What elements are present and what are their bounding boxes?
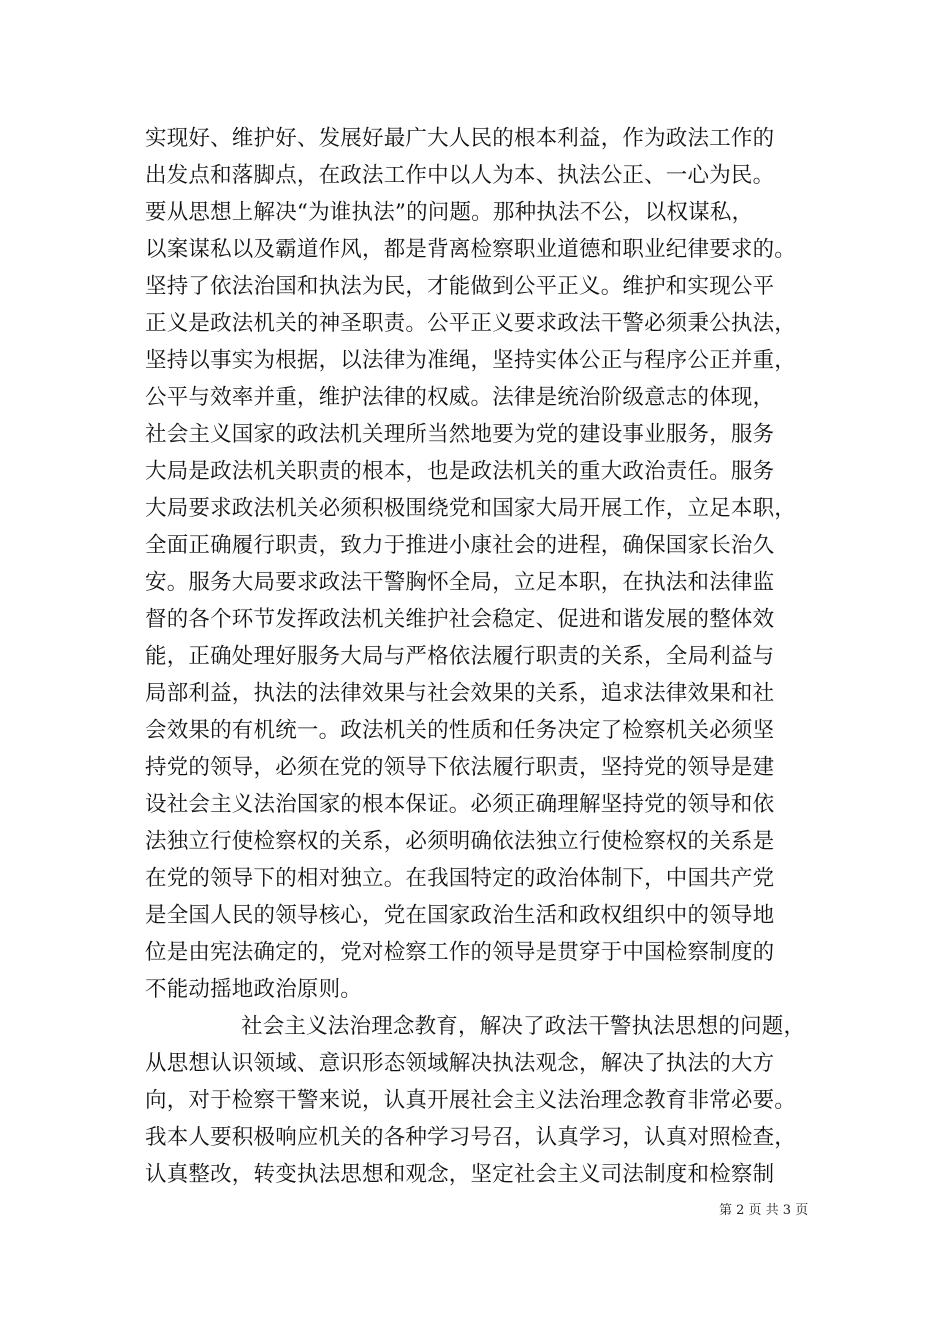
text-line: 督的各个环节发挥政法机关维护社会稳定、促进和谐发展的整体效 xyxy=(145,607,775,632)
text-line: 社会主义国家的政法机关理所当然地要为党的建设事业服务，服务 xyxy=(145,422,775,447)
text-line: 公平与效率并重，维护法律的权威。法律是统治阶级意志的体现， xyxy=(145,385,775,410)
text-line: 实现好、维护好、发展好最广大人民的根本利益，作为政法工作的 xyxy=(145,126,775,151)
text-line: 要从思想上解决“为谁执法”的问题。那种执法不公，以权谋私， xyxy=(145,200,754,225)
text-line: 出发点和落脚点，在政法工作中以人为本、执法公正、一心为民。 xyxy=(145,163,775,188)
text-line: 坚持了依法治国和执法为民，才能做到公平正义。维护和实现公平 xyxy=(145,274,775,299)
page-number-footer: 第 2 页 共 3 页 xyxy=(719,1203,809,1218)
text-line: 大局要求政法机关必须积极围绕党和国家大局开展工作，立足本职， xyxy=(145,496,797,521)
text-line: 认真整改，转变执法思想和观念，坚定社会主义司法制度和检察制 xyxy=(145,1162,775,1187)
text-line: 设社会主义法治国家的根本保证。必须正确理解坚持党的领导和依 xyxy=(145,792,775,817)
text-line: 全面正确履行职责，致力于推进小康社会的进程，确保国家长治久 xyxy=(145,533,775,558)
text-line: 以案谋私以及霸道作风，都是背离检察职业道德和职业纪律要求的。 xyxy=(145,237,797,262)
text-line: 能，正确处理好服务大局与严格依法履行职责的关系，全局利益与 xyxy=(145,644,775,669)
text-line: 会效果的有机统一。政法机关的性质和任务决定了检察机关必须坚 xyxy=(145,718,775,743)
text-line: 持党的领导，必须在党的领导下依法履行职责，坚持党的领导是建 xyxy=(145,755,775,780)
text-line: 从思想认识领域、意识形态领域解决执法观念，解决了执法的大方 xyxy=(145,1051,775,1076)
paragraph-start-line: 社会主义法治理念教育，解决了政法干警执法思想的问题， xyxy=(241,1014,806,1039)
text-line: 正义是政法机关的神圣职责。公平正义要求政法干警必须秉公执法， xyxy=(145,311,797,336)
text-line: 在党的领导下的相对独立。在我国特定的政治体制下，中国共产党 xyxy=(145,866,775,891)
body-text xyxy=(145,120,820,1193)
text-line: 我本人要积极响应机关的各种学习号召，认真学习，认真对照检查， xyxy=(145,1125,797,1150)
text-line: 法独立行使检察权的关系，必须明确依法独立行使检察权的关系是 xyxy=(145,829,775,854)
text-line: 安。服务大局要求政法干警胸怀全局，立足本职，在执法和法律监 xyxy=(145,570,775,595)
text-line: 是全国人民的领导核心，党在国家政治生活和政权组织中的领导地 xyxy=(145,903,775,928)
text-line: 位是由宪法确定的，党对检察工作的领导是贯穿于中国检察制度的 xyxy=(145,940,775,965)
text-line: 不能动摇地政治原则。 xyxy=(145,977,363,1002)
text-line: 局部利益，执法的法律效果与社会效果的关系，追求法律效果和社 xyxy=(145,681,775,706)
text-line: 向，对于检察干警来说，认真开展社会主义法治理念教育非常必要。 xyxy=(145,1088,797,1113)
text-line: 大局是政法机关职责的根本，也是政法机关的重大政治责任。服务 xyxy=(145,459,775,484)
text-line: 坚持以事实为根据，以法律为准绳，坚持实体公正与程序公正并重， xyxy=(145,348,797,373)
